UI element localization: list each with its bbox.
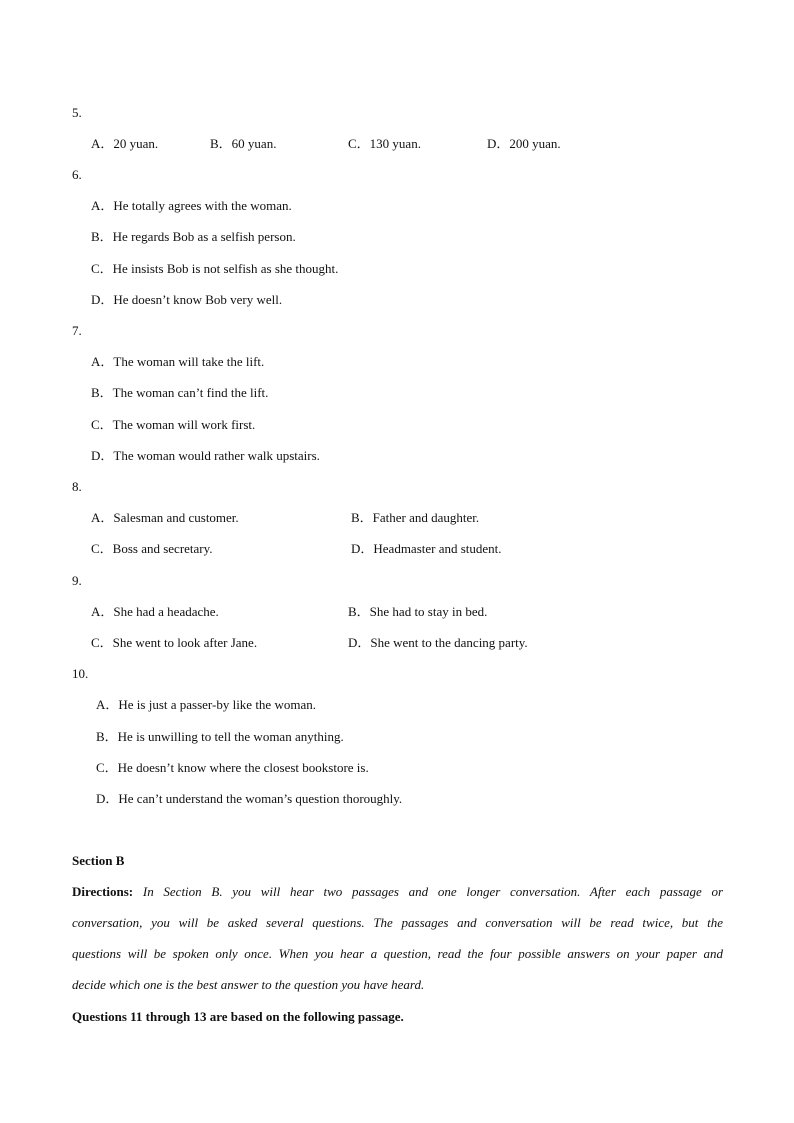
q10-option-b[interactable] (96, 729, 344, 745)
option-text: 130 yuan. (369, 136, 421, 151)
q8-option-b[interactable] (351, 510, 479, 526)
q10-option-a[interactable] (96, 697, 316, 713)
q9-option-c[interactable] (91, 635, 257, 651)
option-text: He insists Bob is not selfish as she thought. (112, 261, 339, 276)
option-letter: A． (96, 697, 119, 712)
option-letter: A． (91, 354, 114, 369)
option-text: She had a headache. (113, 604, 219, 619)
option-letter: B． (96, 729, 118, 744)
passage-heading: Questions 11 through 13 are based on the following passage. (72, 1009, 404, 1024)
option-text: She went to look after Jane. (112, 635, 258, 650)
option-letter: A． (91, 510, 114, 525)
q7-option-b[interactable] (91, 385, 268, 401)
option-text: He is unwilling to tell the woman anything. (117, 729, 344, 744)
directions-line-2: conversation, you will be asked several questions. The passages and conversation will be read twice, but the (72, 915, 723, 930)
q9-option-d[interactable] (348, 635, 528, 651)
option-text: Boss and secretary. (112, 541, 213, 556)
option-letter: A． (91, 136, 114, 151)
option-letter: D． (351, 541, 374, 556)
option-text: He doesn’t know Bob very well. (113, 292, 283, 307)
q7-option-c[interactable] (91, 417, 255, 433)
option-letter: C． (91, 261, 113, 276)
option-letter: C． (348, 136, 370, 151)
option-text: The woman will work first. (112, 417, 256, 432)
q5-option-d[interactable] (487, 136, 561, 152)
directions-line-3: questions will be spoken only once. When you hear a question, read the four possible answers on your paper and (72, 946, 723, 961)
option-letter: D． (96, 791, 119, 806)
question-8-number: 8. (72, 479, 82, 494)
section-b-title: Section B (72, 853, 125, 868)
option-text: He totally agrees with the woman. (113, 198, 292, 213)
q10-option-d[interactable] (96, 791, 402, 807)
option-letter: D． (91, 292, 114, 307)
option-text: He can’t understand the woman’s question thoroughly. (118, 791, 403, 806)
option-letter: D． (348, 635, 371, 650)
section-b-directions (72, 876, 723, 1000)
option-text: The woman will take the lift. (113, 354, 265, 369)
option-text: Salesman and customer. (113, 510, 239, 525)
q5-option-a[interactable] (91, 136, 158, 152)
q6-option-d[interactable] (91, 292, 282, 308)
option-letter: A． (91, 604, 114, 619)
directions-line-4: decide which one is the best answer to the question you have heard. (72, 977, 425, 992)
option-letter: B． (348, 604, 370, 619)
option-text: Father and daughter. (372, 510, 480, 525)
option-letter: B． (91, 385, 113, 400)
q6-option-a[interactable] (91, 198, 292, 214)
directions-text: In Section B. you will hear two passages and one longer conversation. After each passage or (142, 884, 724, 899)
question-6-number: 6. (72, 167, 82, 182)
q10-option-c[interactable] (96, 760, 369, 776)
option-text: 200 yuan. (509, 136, 561, 151)
option-letter: B． (210, 136, 232, 151)
option-letter: C． (96, 760, 118, 775)
option-text: The woman would rather walk upstairs. (113, 448, 320, 463)
question-10-number: 10. (72, 666, 89, 681)
option-letter: B． (91, 229, 113, 244)
q8-option-a[interactable] (91, 510, 239, 526)
q9-option-b[interactable] (348, 604, 487, 620)
question-7-number: 7. (72, 323, 82, 338)
option-text: He is just a passer-by like the woman. (118, 697, 316, 712)
q6-option-c[interactable] (91, 261, 338, 277)
q8-option-d[interactable] (351, 541, 502, 557)
q7-option-a[interactable] (91, 354, 264, 370)
q5-option-b[interactable] (210, 136, 276, 152)
directions-label: Directions: (72, 884, 134, 899)
directions-line-1 (72, 876, 723, 907)
option-letter: A． (91, 198, 114, 213)
q8-option-c[interactable] (91, 541, 213, 557)
q5-option-c[interactable] (348, 136, 421, 152)
option-text: 60 yuan. (231, 136, 277, 151)
option-text: She went to the dancing party. (370, 635, 528, 650)
option-text: Headmaster and student. (373, 541, 502, 556)
option-text: He regards Bob as a selfish person. (112, 229, 296, 244)
option-text: She had to stay in bed. (369, 604, 488, 619)
question-9-number: 9. (72, 573, 82, 588)
q6-option-b[interactable] (91, 229, 296, 245)
option-letter: D． (91, 448, 114, 463)
option-text: 20 yuan. (113, 136, 159, 151)
option-letter: D． (487, 136, 510, 151)
question-5-number: 5. (72, 105, 82, 120)
q7-option-d[interactable] (91, 448, 320, 464)
option-letter: B． (351, 510, 373, 525)
option-letter: C． (91, 635, 113, 650)
option-letter: C． (91, 417, 113, 432)
option-text: The woman can’t find the lift. (112, 385, 269, 400)
option-letter: C． (91, 541, 113, 556)
option-text: He doesn’t know where the closest bookstore is. (117, 760, 369, 775)
q9-option-a[interactable] (91, 604, 219, 620)
